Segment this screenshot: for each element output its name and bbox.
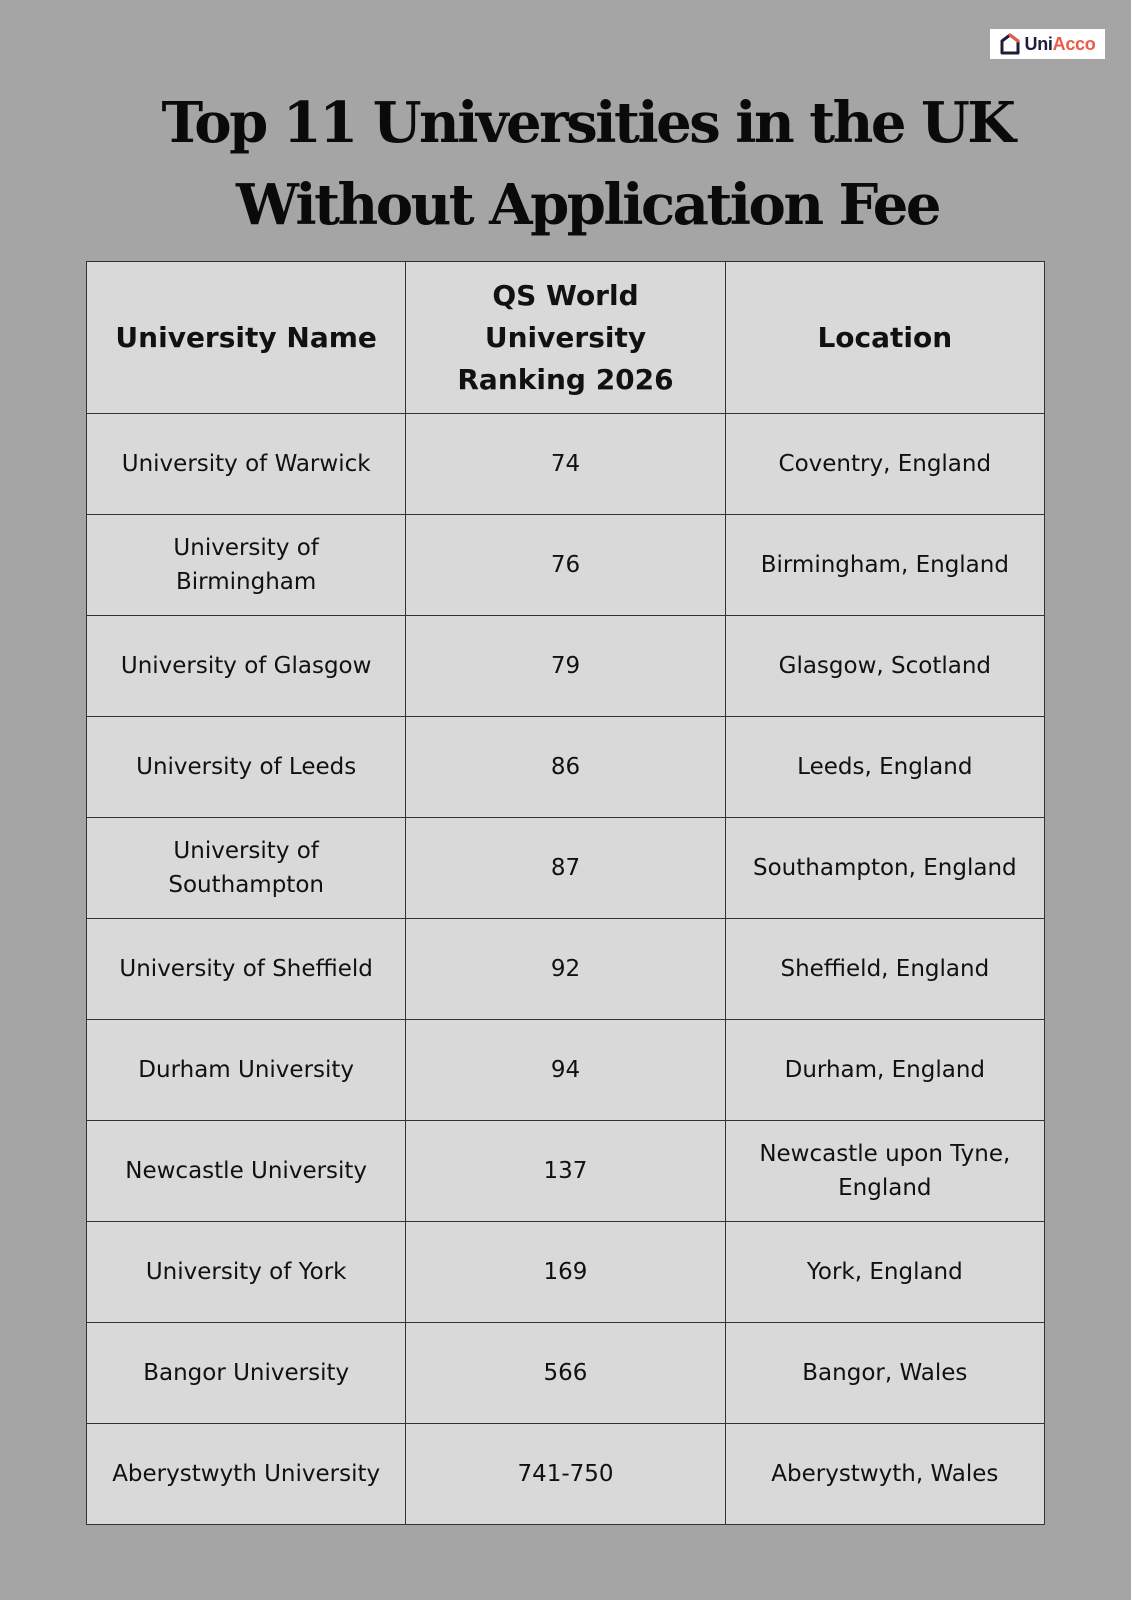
table-row bbox=[87, 1222, 1045, 1323]
cell-qs-ranking: 169 bbox=[406, 1222, 725, 1323]
cell-university-name: University of York bbox=[87, 1222, 406, 1323]
table-row bbox=[87, 717, 1045, 818]
cell-university-name: Bangor University bbox=[87, 1323, 406, 1424]
table-row bbox=[87, 1323, 1045, 1424]
cell-location: York, England bbox=[725, 1222, 1044, 1323]
uniacco-logo bbox=[990, 29, 1105, 59]
universities-table bbox=[86, 261, 1045, 1525]
cell-location: Coventry, England bbox=[725, 414, 1044, 515]
cell-university-name: University of Warwick bbox=[87, 414, 406, 515]
cell-university-name: University of Sheffield bbox=[87, 919, 406, 1020]
cell-qs-ranking: 86 bbox=[406, 717, 725, 818]
cell-university-name: University of Glasgow bbox=[87, 616, 406, 717]
cell-location: Birmingham, England bbox=[725, 515, 1044, 616]
cell-location: Southampton, England bbox=[725, 818, 1044, 919]
cell-location: Aberystwyth, Wales bbox=[725, 1424, 1044, 1525]
cell-location: Sheffield, England bbox=[725, 919, 1044, 1020]
table-row bbox=[87, 1121, 1045, 1222]
logo-text-acco: Acco bbox=[1052, 33, 1096, 54]
cell-location: Newcastle upon Tyne, England bbox=[725, 1121, 1044, 1222]
logo-wordmark bbox=[1025, 34, 1096, 55]
table-row bbox=[87, 919, 1045, 1020]
table-row bbox=[87, 1424, 1045, 1525]
cell-university-name: University of Leeds bbox=[87, 717, 406, 818]
cell-qs-ranking: 741-750 bbox=[406, 1424, 725, 1525]
table-row bbox=[87, 616, 1045, 717]
logo-text-uni: Uni bbox=[1024, 33, 1053, 54]
table-row bbox=[87, 515, 1045, 616]
cell-qs-ranking: 74 bbox=[406, 414, 725, 515]
cell-qs-ranking: 566 bbox=[406, 1323, 725, 1424]
cell-qs-ranking: 137 bbox=[406, 1121, 725, 1222]
cell-university-name: Durham University bbox=[87, 1020, 406, 1121]
cell-qs-ranking: 94 bbox=[406, 1020, 725, 1121]
table-row bbox=[87, 818, 1045, 919]
cell-location: Bangor, Wales bbox=[725, 1323, 1044, 1424]
cell-qs-ranking: 92 bbox=[406, 919, 725, 1020]
cell-qs-ranking: 76 bbox=[406, 515, 725, 616]
cell-university-name: University of Birmingham bbox=[87, 515, 406, 616]
house-icon bbox=[1000, 33, 1020, 55]
column-header-location: Location bbox=[725, 262, 1044, 414]
cell-university-name: Aberystwyth University bbox=[87, 1424, 406, 1525]
cell-qs-ranking: 79 bbox=[406, 616, 725, 717]
table-row bbox=[87, 414, 1045, 515]
table-header-row bbox=[87, 262, 1045, 414]
cell-location: Glasgow, Scotland bbox=[725, 616, 1044, 717]
page-title: Top 11 Universities in the UK Without Application Fee bbox=[161, 90, 1014, 238]
cell-university-name: University of Southampton bbox=[87, 818, 406, 919]
cell-location: Leeds, England bbox=[725, 717, 1044, 818]
cell-qs-ranking: 87 bbox=[406, 818, 725, 919]
table-row bbox=[87, 1020, 1045, 1121]
column-header-university-name: University Name bbox=[87, 262, 406, 414]
column-header-qs-ranking: QS World University Ranking 2026 bbox=[406, 262, 725, 414]
cell-university-name: Newcastle University bbox=[87, 1121, 406, 1222]
cell-location: Durham, England bbox=[725, 1020, 1044, 1121]
